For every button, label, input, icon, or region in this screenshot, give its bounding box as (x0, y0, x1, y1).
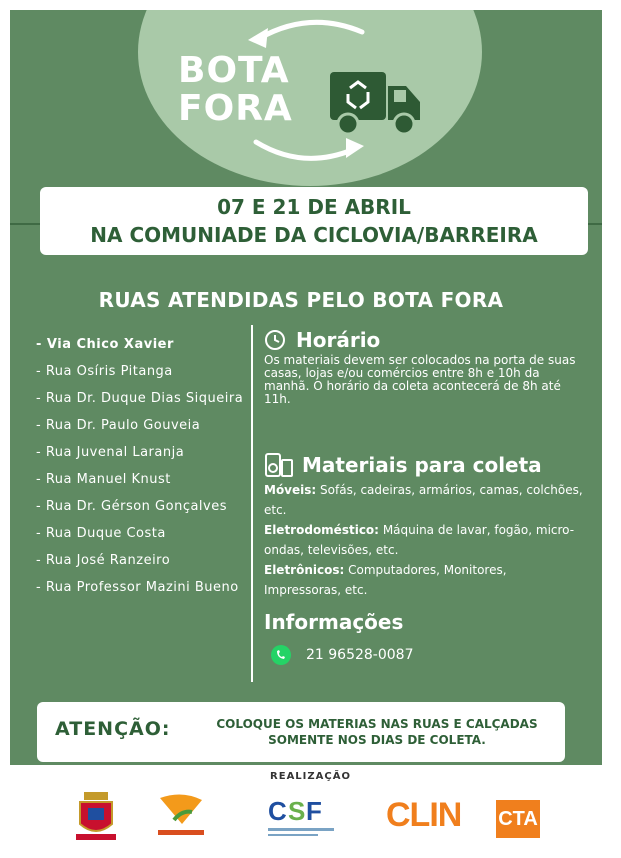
street-item: - Rua Dr. Gérson Gonçalves (36, 499, 228, 514)
horario-title: Horário (296, 328, 381, 352)
atencao-text: COLOQUE OS MATERIAS NAS RUAS E CALÇADAS SOMENTE NOS DIAS DE COLETA. (216, 717, 538, 747)
street-item: - Rua Osíris Pitanga (36, 364, 173, 379)
svg-text:S: S (288, 796, 306, 826)
street-list (36, 338, 246, 608)
eletrodomestico-text: Máquina de lavar, fogão, micro-ondas, televisões, etc. (264, 523, 575, 557)
csf-logo (266, 794, 336, 840)
materiais-text (264, 480, 584, 600)
street-item: - Rua Duque Costa (36, 526, 166, 541)
svg-text:F: F (306, 796, 322, 826)
moveis-label: Móveis: (264, 483, 317, 497)
informacoes-title: Informações (264, 610, 404, 634)
svg-text:C: C (268, 796, 287, 826)
eletrodomestico-label: Eletrodoméstico: (264, 523, 379, 537)
city-coat-of-arms-logo (74, 790, 118, 844)
cta-logo: CTA (496, 800, 540, 838)
clin-logo: CLIN (386, 796, 462, 834)
street-item: - Rua Dr. Paulo Gouveia (36, 418, 201, 433)
recycling-truck-icon (328, 68, 424, 138)
street-item: - Rua José Ranzeiro (36, 553, 171, 568)
column-divider (251, 325, 253, 682)
atencao-label: ATENÇÃO: (55, 718, 171, 740)
date-line-1: 07 E 21 DE ABRIL (217, 195, 411, 219)
date-line-2: NA COMUNIADE DA CICLOVIA/BARREIRA (90, 223, 538, 247)
horario-text: Os materiais devem ser colocados na porta de suas casas, lojas e/ou comércios entre 8h e 10h da manhã. O horário da coleta acontecerá de 8h até 11h. (264, 353, 576, 406)
appliances-icon (264, 450, 294, 480)
street-item: - Via Chico Xavier (36, 337, 174, 352)
date-banner (40, 187, 588, 255)
street-item: - Rua Dr. Duque Dias Siqueira (36, 391, 244, 406)
streets-title: RUAS ATENDIDAS PELO BOTA FORA (98, 288, 504, 312)
street-item: - Rua Professor Mazini Bueno (36, 580, 239, 595)
street-item: - Rua Manuel Knust (36, 472, 171, 487)
phone-number[interactable]: 21 96528-0087 (306, 647, 414, 663)
atencao-banner (37, 702, 565, 762)
nova-iguacu-logo (152, 790, 210, 840)
realizacao-label: REALIZAÇÃO (270, 771, 351, 782)
horario-section (264, 328, 584, 406)
eletronicos-text: Computadores, Monitores, Impressoras, etc. (264, 563, 507, 597)
materiais-section (264, 450, 584, 600)
title-line-2: FORA (178, 88, 293, 129)
title-line-1: BOTA (178, 50, 290, 91)
clock-icon (264, 329, 286, 351)
eletronicos-label: Eletrônicos: (264, 563, 345, 577)
whatsapp-icon (270, 644, 292, 666)
materiais-title: Materiais para coleta (302, 453, 542, 477)
street-item: - Rua Juvenal Laranja (36, 445, 185, 460)
event-title (178, 52, 348, 128)
moveis-text: Sofás, cadeiras, armários, camas, colchões, etc. (264, 483, 583, 517)
poster (10, 10, 602, 765)
informacoes-section (264, 610, 584, 666)
